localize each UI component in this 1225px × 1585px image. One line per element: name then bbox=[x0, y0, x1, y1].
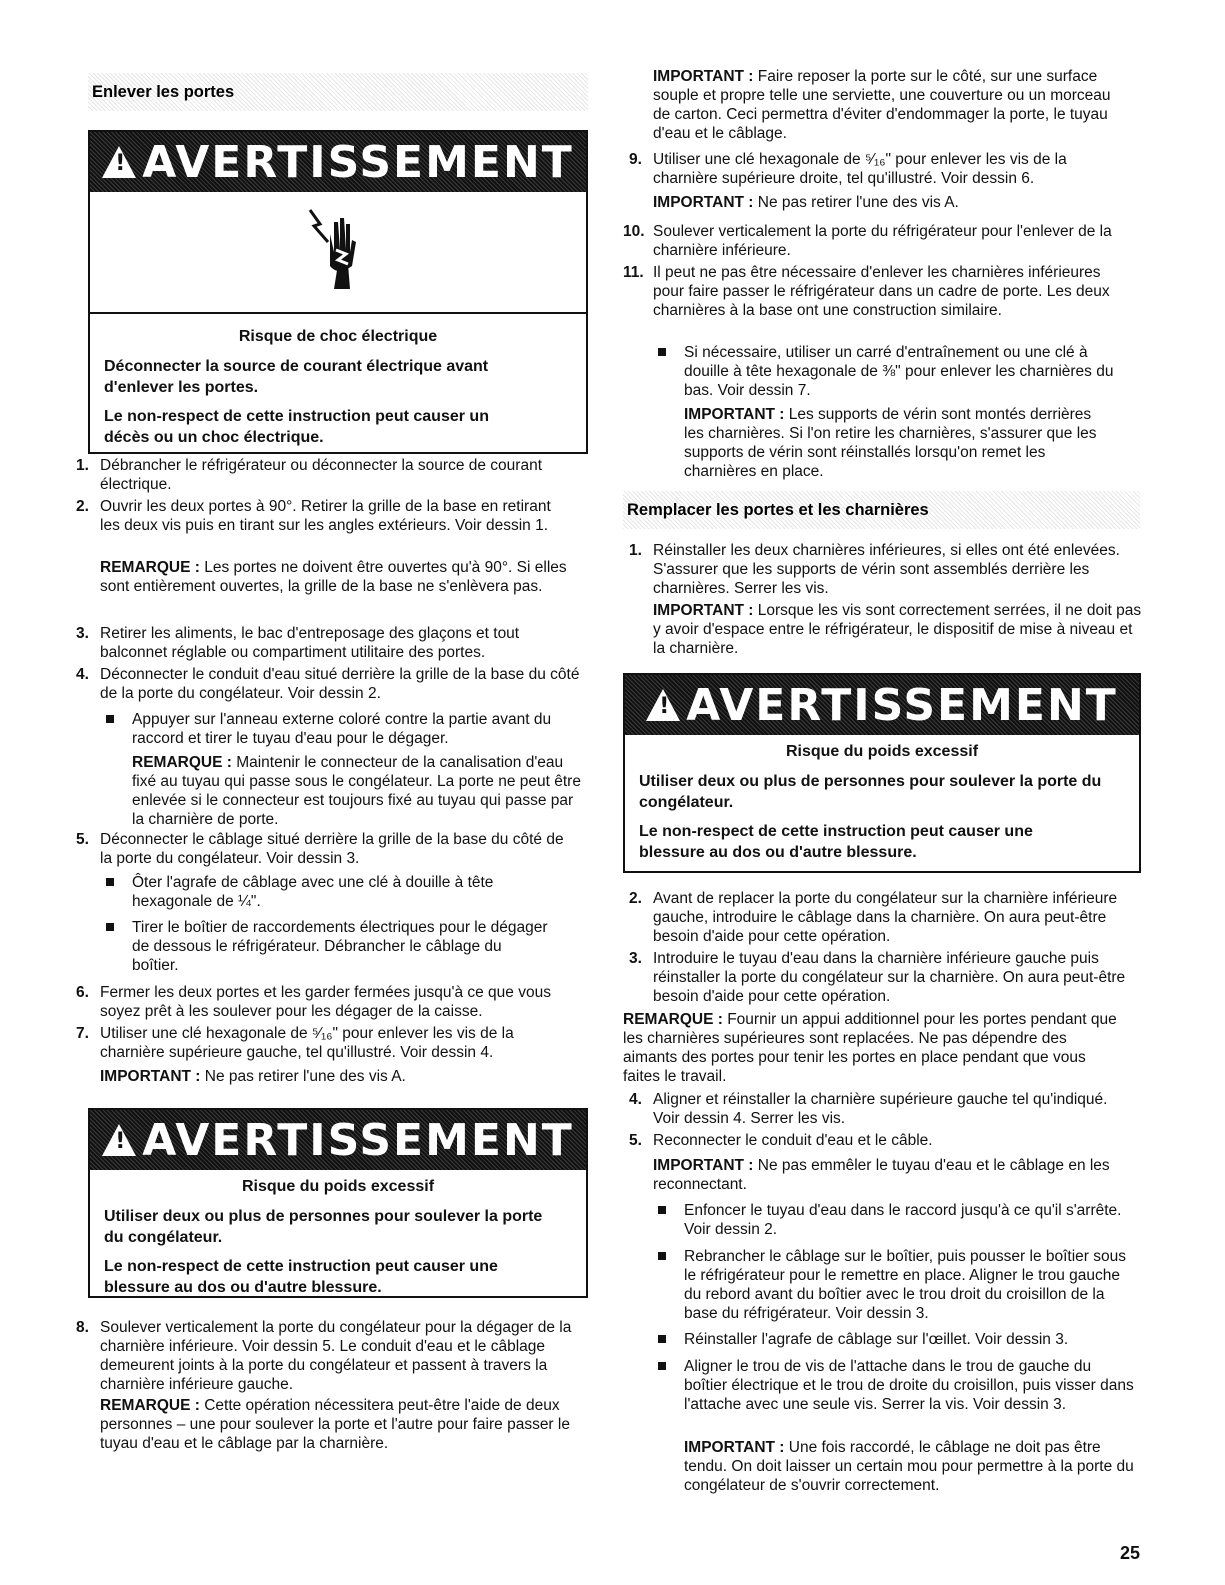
step-8-note bbox=[100, 1396, 590, 1453]
replace-step-5-important bbox=[653, 1156, 1133, 1194]
warning-banner-text: AVERTISSEMENT bbox=[142, 136, 574, 188]
bullet-square-icon bbox=[106, 923, 114, 931]
step-7-important bbox=[100, 1067, 580, 1086]
warning-risk-title: Risque du poids excessif bbox=[241, 1178, 435, 1195]
step-number: 1. bbox=[76, 457, 89, 474]
step-text: Retirer les aliments, le bac d'entreposage des glaçons et tout balconnet réglable ou compartiment utilitaire des portes. bbox=[100, 625, 520, 661]
replace-step-5-bullet-2 bbox=[684, 1247, 1139, 1323]
step-2-note bbox=[100, 558, 590, 596]
section-title: Remplacer les portes et les charnières bbox=[627, 501, 929, 519]
note-label: REMARQUE : bbox=[132, 754, 232, 771]
replace-step-1-important bbox=[653, 601, 1143, 658]
step-text: Soulever verticalement la porte du réfrigérateur pour l'enlever de la charnière inférieure. bbox=[653, 223, 1112, 259]
bullet-text: Tirer le boîtier de raccordements électriques pour le dégager de dessous le réfrigérateur. Débrancher le câblage du boîtier. bbox=[132, 919, 548, 974]
warning-consequence: Le non-respect de cette instruction peut causer une blessure au dos ou d'autre blessure. bbox=[639, 823, 1033, 861]
warning-risk-title: Risque du poids excessif bbox=[785, 743, 979, 760]
important-text: Lorsque les vis sont correctement serrées, il ne doit pas y avoir d'espace entre le réfrigérateur, le dispositif de mise à niveau et la charnière. bbox=[653, 602, 1142, 657]
section-header-replace-doors bbox=[623, 491, 1140, 529]
warning-banner-text: AVERTISSEMENT bbox=[142, 1114, 574, 1166]
step-number: 2. bbox=[76, 498, 89, 515]
step-number: 4. bbox=[629, 1091, 642, 1108]
replace-step-2 bbox=[629, 889, 1143, 946]
bullet-text: Appuyer sur l'anneau externe coloré contre la partie avant du raccord et tirer le tuyau d'eau pour le dégager. bbox=[132, 711, 552, 747]
step-4-note bbox=[132, 753, 587, 829]
warning-consequence: Le non-respect de cette instruction peut causer une blessure au dos ou d'autre blessure. bbox=[104, 1258, 498, 1296]
step-11 bbox=[623, 263, 1133, 320]
step-11-important bbox=[684, 405, 1114, 481]
note-label: REMARQUE : bbox=[100, 1397, 200, 1414]
bullet-square-icon bbox=[658, 348, 666, 356]
step-3 bbox=[76, 624, 590, 662]
step-text: Utiliser une clé hexagonale de ⁵⁄₁₆" pour enlever les vis de la charnière supérieure gauche, tel qu'illustré. Voir dessin 4. bbox=[100, 1025, 514, 1061]
step-number: 5. bbox=[629, 1132, 642, 1149]
warning-triangle-icon: ! bbox=[646, 689, 680, 721]
warning-risk-title: Risque de choc électrique bbox=[238, 328, 438, 345]
page-number: 25 bbox=[1120, 1543, 1141, 1563]
replace-step-3 bbox=[629, 949, 1143, 1006]
step-text: Il peut ne pas être nécessaire d'enlever les charnières inférieures pour faire passer le réfrigérateur dans un cadre de porte. Les deux charnières à la base ont une construction similaire. bbox=[653, 264, 1110, 319]
step-5-bullet-2 bbox=[132, 918, 552, 975]
bullet-square-icon bbox=[106, 715, 114, 723]
step-text: Introduire le tuyau d'eau dans la charnière inférieure gauche puis réinstaller la porte du congélateur sur la charnière. On aura peut-être besoin d'aide pour cette opération. bbox=[653, 950, 1126, 1005]
warning-triangle-icon: ! bbox=[102, 1124, 136, 1156]
step-6 bbox=[76, 983, 590, 1021]
step-text: Avant de replacer la porte du congélateur sur la charnière inférieure gauche, introduire le câblage dans la charnière. On aura peut-être besoin d'aide pour cette opération. bbox=[653, 890, 1118, 945]
bullet-text: Ôter l'agrafe de câblage avec une clé à douille à tête hexagonale de ¼". bbox=[132, 874, 494, 910]
note-label: REMARQUE : bbox=[623, 1011, 723, 1028]
note-text: Cette opération nécessitera peut-être l'aide de deux personnes – une pour soulever la porte et l'autre pour faire passer le tuyau d'eau et le câblage par la charnière. bbox=[100, 1397, 570, 1452]
important-text: Ne pas retirer l'une des vis A. bbox=[200, 1068, 406, 1085]
important-door-rest bbox=[653, 67, 1123, 143]
bullet-square-icon bbox=[658, 1335, 666, 1343]
bullet-text: Si nécessaire, utiliser un carré d'entraînement ou une clé à douille à tête hexagonale de ⅜" pour enlever les charnières du bas. Voir dessin 7. bbox=[684, 344, 1114, 399]
step-number: 2. bbox=[629, 890, 642, 907]
warning-banner bbox=[90, 132, 586, 192]
important-text: Faire reposer la porte sur le côté, sur une surface souple et propre telle une serviette, une couverture ou un morceau de carton. Ceci permettra d'éviter d'endommager la porte, le tuyau d'eau et le câblage. bbox=[653, 68, 1111, 142]
important-text: Ne pas retirer l'une des vis A. bbox=[753, 194, 959, 211]
step-number: 5. bbox=[76, 831, 89, 848]
electric-shock-hand-icon bbox=[308, 204, 368, 294]
bullet-square-icon bbox=[106, 878, 114, 886]
step-text: Déconnecter le câblage situé derrière la grille de la base du côté de la porte du congélateur. Voir dessin 3. bbox=[100, 831, 564, 867]
note-text: Les portes ne doivent être ouvertes qu'à 90°. Si elles sont entièrement ouvertes, la grille de la base ne s'enlèvera pas. bbox=[100, 559, 567, 595]
step-number: 8. bbox=[76, 1319, 89, 1336]
step-text: Réinstaller les deux charnières inférieures, si elles ont été enlevées. S'assurer que les supports de vérin sont assemblés derrière les charnières. Serrer les vis. bbox=[653, 542, 1120, 597]
warning-banner-text: AVERTISSEMENT bbox=[686, 679, 1118, 731]
step-4 bbox=[76, 665, 590, 703]
warning-box-excessive-weight-right bbox=[623, 673, 1141, 873]
step-text: Utiliser une clé hexagonale de ⁵⁄₁₆" pour enlever les vis de la charnière supérieure droite, tel qu'illustré. Voir dessin 6. bbox=[653, 151, 1067, 187]
bullet-text: Rebrancher le câblage sur le boîtier, puis pousser le boîtier sous le réfrigérateur pour le remettre en place. Aligner le trou gauche du rebord avant du boîtier avec le trou droit du croisillon de la base du réfrigérateur. Voir dessin 3. bbox=[684, 1248, 1126, 1322]
step-number: 4. bbox=[76, 666, 89, 683]
replace-step-5-important-2 bbox=[684, 1438, 1139, 1495]
warning-consequence: Le non-respect de cette instruction peut causer un décès ou un choc électrique. bbox=[104, 408, 489, 446]
replace-remark bbox=[623, 1010, 1123, 1086]
important-label: IMPORTANT : bbox=[653, 602, 754, 619]
replace-step-1 bbox=[629, 541, 1133, 598]
step-9-important bbox=[653, 193, 1123, 212]
note-label: REMARQUE : bbox=[100, 559, 200, 576]
step-text: Aligner et réinstaller la charnière supérieure gauche tel qu'indiqué. Voir dessin 4. Serrer les vis. bbox=[653, 1091, 1108, 1127]
step-text: Débrancher le réfrigérateur ou déconnecter la source de courant électrique. bbox=[100, 457, 543, 493]
step-number: 1. bbox=[629, 542, 642, 559]
step-1 bbox=[76, 456, 550, 494]
step-number: 3. bbox=[629, 950, 642, 967]
note-text: Maintenir le connecteur de la canalisation d'eau fixé au tuyau qui passe sous le congélateur. La porte ne peut être enlevée si le connecteur est toujours fixé au tuyau qui passe par la charnière de porte. bbox=[132, 754, 581, 828]
step-number: 10. bbox=[623, 223, 645, 240]
important-label: IMPORTANT : bbox=[653, 194, 754, 211]
section-title: Enlever les portes bbox=[92, 83, 235, 101]
important-label: IMPORTANT : bbox=[100, 1068, 201, 1085]
important-label: IMPORTANT : bbox=[684, 1439, 785, 1456]
bullet-text: Aligner le trou de vis de l'attache dans le trou de gauche du boîtier électrique et le trou de droite du croisillon, puis visser dans l'attache avec une seule vis. Serrer la vis. Voir dessin 3. bbox=[684, 1358, 1134, 1413]
note-text: Fournir un appui additionnel pour les portes pendant que les charnières supérieures sont replacées. Ne pas dépendre des aimants des portes pour tenir les portes en place pendant que vous faites le travail. bbox=[623, 1011, 1117, 1085]
step-number: 3. bbox=[76, 625, 89, 642]
bullet-text: Enfoncer le tuyau d'eau dans le raccord jusqu'à ce qu'il s'arrête. Voir dessin 2. bbox=[684, 1202, 1122, 1238]
bullet-square-icon bbox=[658, 1252, 666, 1260]
bullet-square-icon bbox=[658, 1206, 666, 1214]
warning-banner bbox=[625, 675, 1139, 735]
warning-triangle-icon: ! bbox=[102, 146, 136, 178]
important-text: Les supports de vérin sont montés derrières les charnières. Si l'on retire les charnières, s'assurer que les supports de vérin sont réinstallés lorsqu'on remet les charnières en place. bbox=[684, 406, 1097, 480]
step-number: 7. bbox=[76, 1025, 89, 1042]
replace-step-4 bbox=[629, 1090, 1113, 1128]
step-4-bullet bbox=[132, 710, 587, 748]
important-text: Une fois raccordé, le câblage ne doit pas être tendu. On doit laisser un certain mou pour permettre à la porte du congélateur de s'ouvrir correctement. bbox=[684, 1439, 1134, 1494]
step-text: Soulever verticalement la porte du congélateur pour la dégager de la charnière inférieure. Voir dessin 5. Le conduit d'eau et le câblage demeurent joints à la porte du congélateur et passent à travers la charnière inférieure gauche. bbox=[100, 1319, 572, 1393]
bullet-text: Réinstaller l'agrafe de câblage sur l'œillet. Voir dessin 3. bbox=[684, 1331, 1069, 1348]
step-text: Reconnecter le conduit d'eau et le câble. bbox=[653, 1132, 933, 1149]
step-10 bbox=[623, 222, 1123, 260]
replace-step-5 bbox=[629, 1131, 1113, 1150]
step-7 bbox=[76, 1024, 580, 1062]
step-number: 9. bbox=[629, 151, 642, 168]
important-text: Ne pas emmêler le tuyau d'eau et le câblage en les reconnectant. bbox=[653, 1157, 1110, 1193]
step-2 bbox=[76, 497, 570, 535]
important-label: IMPORTANT : bbox=[653, 68, 754, 85]
step-5-bullet-1 bbox=[132, 873, 552, 911]
warning-box-excessive-weight-left bbox=[88, 1108, 588, 1298]
step-number: 11. bbox=[623, 264, 644, 281]
step-number: 6. bbox=[76, 984, 89, 1001]
replace-step-5-bullet-1 bbox=[684, 1201, 1124, 1239]
step-text: Fermer les deux portes et les garder fermées jusqu'à ce que vous soyez prêt à les soulever pour les dégager de la caisse. bbox=[100, 984, 551, 1020]
step-5 bbox=[76, 830, 570, 868]
step-text: Déconnecter le conduit d'eau situé derrière la grille de la base du côté de la porte du congélateur. Voir dessin 2. bbox=[100, 666, 580, 702]
important-label: IMPORTANT : bbox=[684, 406, 785, 423]
step-11-bullet bbox=[684, 343, 1129, 400]
icon-panel bbox=[90, 192, 586, 314]
step-9 bbox=[629, 150, 1123, 188]
replace-step-5-bullet-4 bbox=[684, 1357, 1134, 1414]
section-header-remove-doors bbox=[88, 73, 588, 111]
warning-box-electric-shock bbox=[88, 130, 588, 454]
warning-banner bbox=[90, 1110, 586, 1170]
step-8 bbox=[76, 1318, 590, 1394]
step-text: Ouvrir les deux portes à 90°. Retirer la grille de la base en retirant les deux vis puis en tirant sur les angles extérieurs. Voir dessin 1. bbox=[100, 498, 551, 534]
replace-step-5-bullet-3 bbox=[684, 1330, 1139, 1349]
warning-instruction: Utiliser deux ou plus de personnes pour soulever la porte du congélateur. bbox=[639, 773, 1102, 811]
warning-instruction: Utiliser deux ou plus de personnes pour soulever la porte du congélateur. bbox=[104, 1208, 543, 1246]
bullet-square-icon bbox=[658, 1362, 666, 1370]
warning-instruction: Déconnecter la source de courant électrique avant d'enlever les portes. bbox=[104, 358, 489, 396]
important-label: IMPORTANT : bbox=[653, 1157, 754, 1174]
